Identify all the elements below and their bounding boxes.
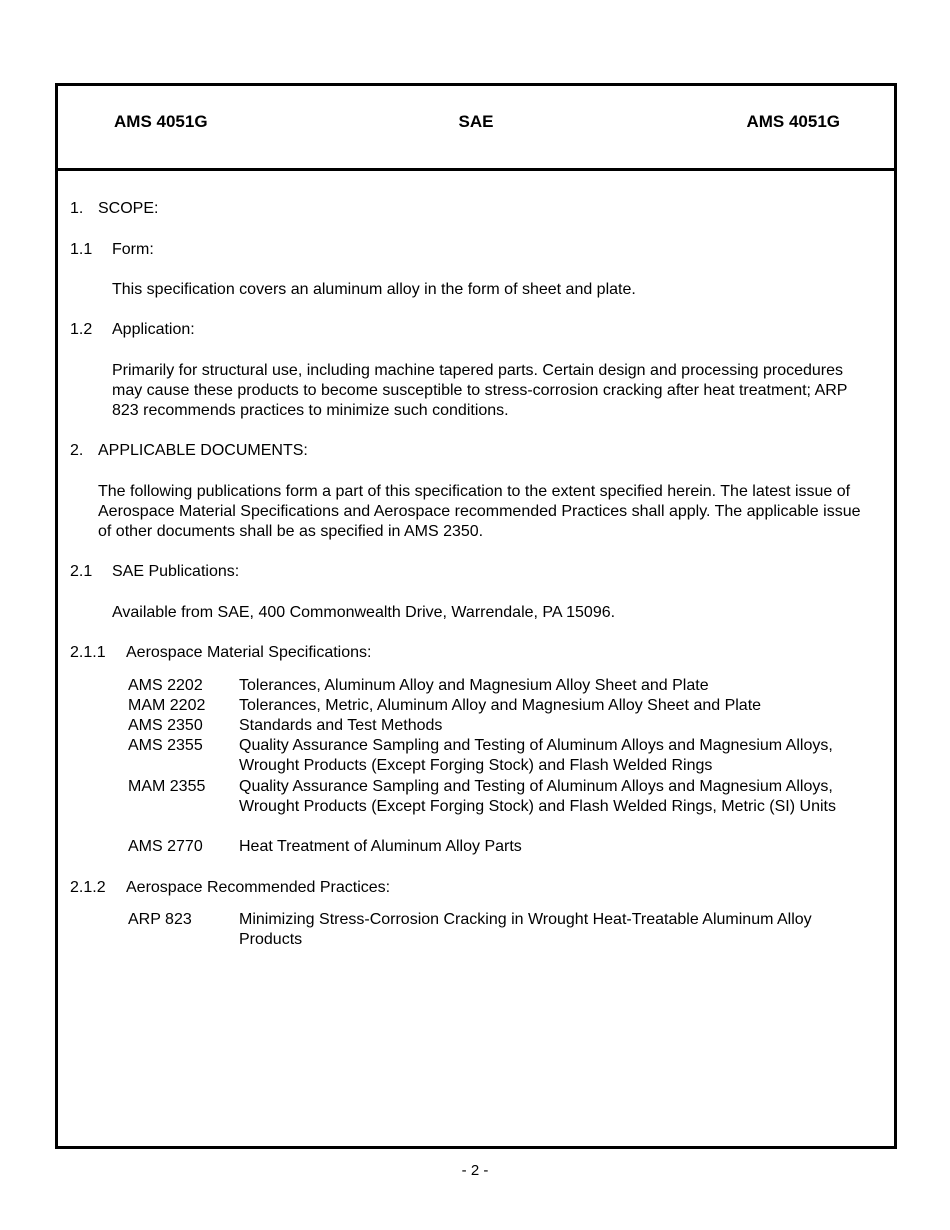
section-2-1-2-number: 2.1.2: [70, 879, 106, 896]
doc-code: ARP 823: [128, 911, 192, 928]
doc-title: Minimizing Stress-Corrosion Cracking in Wrought Heat-Treatable Aluminum Alloy Products: [239, 911, 812, 948]
section-2-text: The following publications form a part of this specification to the extent specified herein. The latest issue of Aerospace Material Specifications and Aerospace recommended Practices shall apply. The applicable issue of other documents shall be as specified in AMS 2350.: [98, 483, 861, 540]
doc-code: AMS 2202: [128, 677, 203, 694]
section-2-1-2-title: Aerospace Recommended Practices:: [126, 879, 391, 896]
section-2-1-text: Available from SAE, 400 Commonwealth Drive, Warrendale, PA 15096.: [112, 604, 616, 621]
section-1-2-number: 1.2: [70, 321, 93, 338]
section-2-1-number: 2.1: [70, 563, 93, 580]
header-doc-id-left: AMS 4051G: [114, 112, 208, 131]
header-doc-id-right: AMS 4051G: [746, 112, 840, 131]
section-2-number: 2.: [70, 442, 84, 459]
doc-code: AMS 2350: [128, 717, 203, 734]
section-2-1-title: SAE Publications:: [112, 563, 240, 580]
section-2-1-1-title: Aerospace Material Specifications:: [126, 644, 372, 661]
section-1-1-number: 1.1: [70, 241, 93, 258]
section-1-1-text: This specification covers an aluminum alloy in the form of sheet and plate.: [112, 281, 636, 298]
section-2-title: APPLICABLE DOCUMENTS:: [98, 442, 308, 459]
doc-title: Tolerances, Metric, Aluminum Alloy and Magnesium Alloy Sheet and Plate: [239, 697, 762, 714]
doc-code: AMS 2355: [128, 737, 203, 754]
doc-code: MAM 2355: [128, 778, 206, 795]
section-1-2-text: Primarily for structural use, including machine tapered parts. Certain design and processing procedures may cause these products to become susceptible to stress-corrosion cracking after heat treatment; ARP 823 recommends practices to minimize such conditions.: [112, 362, 848, 419]
header-org: SAE: [458, 112, 494, 131]
doc-code: MAM 2202: [128, 697, 206, 714]
doc-title: Quality Assurance Sampling and Testing of Aluminum Alloys and Magnesium Alloys, Wrought Products (Except Forging Stock) and Flash Welded Rings, Metric (SI) Units: [239, 778, 836, 815]
section-1-2-title: Application:: [112, 321, 195, 338]
page-header: [58, 86, 894, 171]
section-1-number: 1.: [70, 200, 84, 217]
doc-title: Quality Assurance Sampling and Testing of Aluminum Alloys and Magnesium Alloys, Wrought Products (Except Forging Stock) and Flash Welded Rings: [239, 737, 833, 774]
page-number: - 2 -: [461, 1162, 489, 1179]
page-frame: [55, 83, 897, 1149]
doc-title: Tolerances, Aluminum Alloy and Magnesium Alloy Sheet and Plate: [239, 677, 709, 694]
section-2-1-1-number: 2.1.1: [70, 644, 106, 661]
doc-code: AMS 2770: [128, 838, 203, 855]
section-1-1-title: Form:: [112, 241, 154, 258]
section-1-title: SCOPE:: [98, 200, 159, 217]
doc-title: Heat Treatment of Aluminum Alloy Parts: [239, 838, 522, 855]
doc-title: Standards and Test Methods: [239, 717, 443, 734]
